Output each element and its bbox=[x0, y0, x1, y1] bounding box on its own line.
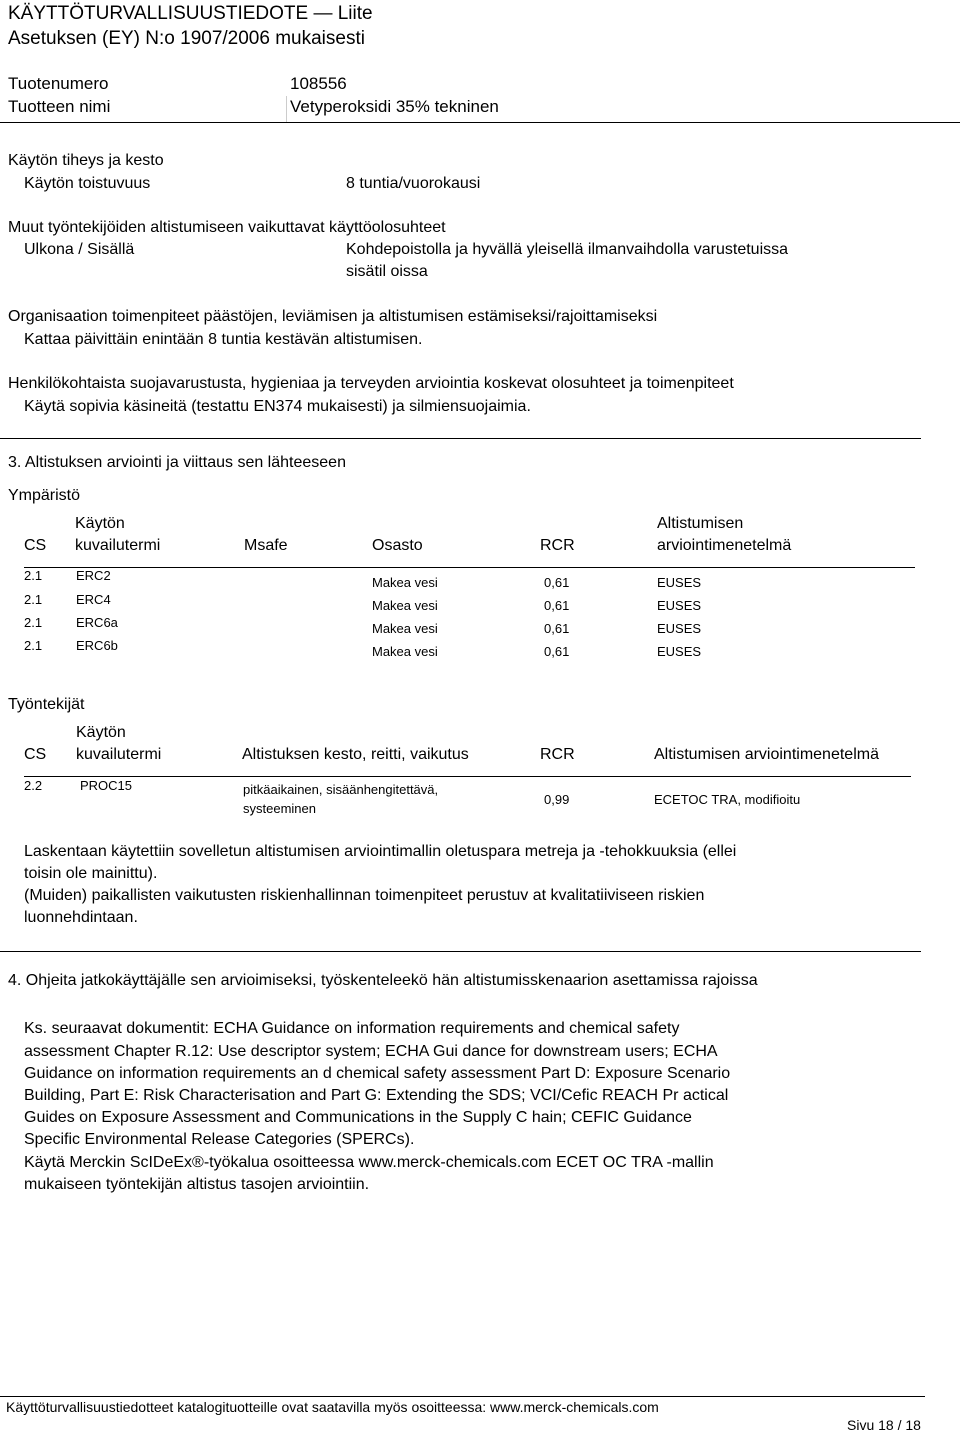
env-col-desc-line1: Käytön bbox=[75, 515, 125, 532]
section4-line: Specific Environmental Release Categories (SPERCs). bbox=[24, 1131, 415, 1148]
section4-line: mukaiseen työntekijän altistus tasojen arviointiin. bbox=[24, 1176, 370, 1193]
table-row-osasto: Makea vesi bbox=[372, 621, 438, 636]
workers-col-cs: CS bbox=[24, 746, 47, 763]
note-line-2: toisin ole mainittu). bbox=[24, 865, 158, 882]
product-number-label: Tuotenumero bbox=[8, 74, 109, 93]
table-row-route-line2: systeeminen bbox=[243, 801, 316, 816]
table-row-desc: ERC6b bbox=[76, 638, 118, 653]
workers-heading: Työntekijät bbox=[8, 696, 85, 713]
footer-divider bbox=[0, 1396, 925, 1397]
table-row-rcr: 0,61 bbox=[544, 598, 570, 613]
table-row-method: EUSES bbox=[657, 575, 702, 590]
org-measures-heading: Organisaation toimenpiteet päästöjen, leviämisen ja altistumisen estämiseksi/rajoittamiseksi bbox=[8, 308, 658, 325]
env-col-cs: CS bbox=[24, 537, 47, 554]
workers-col-desc-line2: kuvailutermi bbox=[76, 746, 162, 763]
note-line-3: (Muiden) paikallisten vaikutusten riskienhallinnan toimenpiteet perustuv at kvalitatiiviseen riskien bbox=[24, 887, 705, 904]
env-col-msafe: Msafe bbox=[244, 537, 288, 554]
env-col-method-line2: arviointimenetelmä bbox=[657, 537, 792, 554]
table-row-desc: ERC4 bbox=[76, 592, 111, 607]
table-row-desc: ERC6a bbox=[76, 615, 118, 630]
table-row-rcr: 0,61 bbox=[544, 621, 570, 636]
env-col-rcr: RCR bbox=[540, 537, 575, 554]
org-measures-text: Kattaa päivittäin enintään 8 tuntia kestävän altistumisen. bbox=[24, 331, 423, 348]
usage-frequency-label: Käytön toistuvuus bbox=[24, 175, 151, 192]
table-row-cs: 2.2 bbox=[24, 778, 43, 793]
footer-text: Käyttöturvallisuustiedotteet katalogituotteille ovat saatavilla myös osoitteessa: www.merck-chemicals.com bbox=[6, 1399, 659, 1415]
workers-table-header-rule bbox=[24, 776, 911, 777]
table-row-method: EUSES bbox=[657, 644, 702, 659]
conditions-value-line2: sisätil oissa bbox=[346, 263, 428, 280]
personal-text: Käytä sopivia käsineitä (testattu EN374 mukaisesti) ja silmiensuojaimia. bbox=[24, 398, 531, 415]
note-line-1: Laskentaan käytettiin sovelletun altistumisen arviointimallin oletuspara metreja ja -tehokkuuksia (ellei bbox=[24, 843, 737, 860]
table-row-rcr: 0,61 bbox=[544, 575, 570, 590]
env-col-method-line1: Altistumisen bbox=[657, 515, 744, 532]
table-row-osasto: Makea vesi bbox=[372, 575, 438, 590]
header-column-divider bbox=[286, 96, 287, 122]
section4-line: Building, Part E: Risk Characterisation and Part G: Extending the SDS; VCI/Cefic REACH Pr actical bbox=[24, 1087, 729, 1104]
table-row-cs: 2.1 bbox=[24, 638, 43, 653]
workers-col-desc-line1: Käytön bbox=[76, 724, 126, 741]
workers-col-method: Altistumisen arviointimenetelmä bbox=[654, 746, 879, 763]
section4-heading: 4. Ohjeita jatkokäyttäjälle sen arvioimiseksi, työskenteleekö hän altistumisskenaarion asettamissa rajoissa bbox=[8, 972, 758, 989]
conditions-label: Ulkona / Sisällä bbox=[24, 241, 135, 258]
table-row-route-line1: pitkäaikainen, sisäänhengitettävä, bbox=[243, 782, 439, 797]
product-number: 108556 bbox=[290, 74, 347, 93]
table-row-method: ECETOC TRA, modifioitu bbox=[654, 792, 801, 807]
conditions-value-line1: Kohdepoistolla ja hyvällä yleisellä ilmanvaihdolla varustetuissa bbox=[346, 241, 789, 258]
conditions-heading: Muut työntekijöiden altistumiseen vaikuttavat käyttöolosuhteet bbox=[8, 219, 446, 236]
table-row-method: EUSES bbox=[657, 621, 702, 636]
section4-line: Ks. seuraavat dokumentit: ECHA Guidance on information requirements and chemical safety bbox=[24, 1020, 680, 1037]
env-table-header-rule bbox=[24, 567, 915, 568]
table-row-rcr: 0,61 bbox=[544, 644, 570, 659]
table-row-method: EUSES bbox=[657, 598, 702, 613]
table-row-desc: ERC2 bbox=[76, 568, 111, 583]
section4-line: Guides on Exposure Assessment and Communications in the Supply C hain; CEFIC Guidance bbox=[24, 1109, 692, 1126]
header-divider bbox=[0, 122, 960, 123]
regulation-subtitle: Asetuksen (EY) N:o 1907/2006 mukaisesti bbox=[8, 28, 365, 49]
page-number: Sivu 18 / 18 bbox=[847, 1417, 921, 1433]
env-col-desc-line2: kuvailutermi bbox=[75, 537, 161, 554]
section-divider bbox=[0, 438, 921, 439]
env-col-osasto: Osasto bbox=[372, 537, 423, 554]
product-name: Vetyperoksidi 35% tekninen bbox=[290, 97, 499, 116]
table-row-osasto: Makea vesi bbox=[372, 598, 438, 613]
note-line-4: luonnehdintaan. bbox=[24, 909, 138, 926]
table-row-desc: PROC15 bbox=[80, 778, 133, 793]
table-row-cs: 2.1 bbox=[24, 615, 43, 630]
usage-heading: Käytön tiheys ja kesto bbox=[8, 152, 164, 169]
section4-line: Guidance on information requirements an d chemical safety assessment Part D: Exposure Scenario bbox=[24, 1065, 731, 1082]
workers-col-rcr: RCR bbox=[540, 746, 575, 763]
table-row-rcr: 0,99 bbox=[544, 792, 570, 807]
product-name-label: Tuotteen nimi bbox=[8, 97, 111, 116]
table-row-osasto: Makea vesi bbox=[372, 644, 438, 659]
personal-heading: Henkilökohtaista suojavarustusta, hygieniaa ja terveyden arviointia koskevat olosuhteet ja toimenpiteet bbox=[8, 375, 734, 392]
section4-line: assessment Chapter R.12: Use descriptor system; ECHA Gui dance for downstream users; ECHA bbox=[24, 1043, 718, 1060]
section4-line: Käytä Merckin ScIDeEx®-työkalua osoitteessa www.merck-chemicals.com ECET OC TRA -mallin bbox=[24, 1154, 714, 1171]
document-title: KÄYTTÖTURVALLISUUSTIEDOTE — Liite bbox=[8, 3, 373, 24]
table-row-cs: 2.1 bbox=[24, 592, 43, 607]
section3-heading: 3. Altistuksen arviointi ja viittaus sen lähteeseen bbox=[8, 454, 346, 471]
table-row-cs: 2.1 bbox=[24, 568, 43, 583]
environment-heading: Ympäristö bbox=[8, 487, 81, 504]
workers-col-route: Altistuksen kesto, reitti, vaikutus bbox=[242, 746, 469, 763]
usage-frequency-value: 8 tuntia/vuorokausi bbox=[346, 175, 481, 192]
section-divider bbox=[0, 951, 921, 952]
